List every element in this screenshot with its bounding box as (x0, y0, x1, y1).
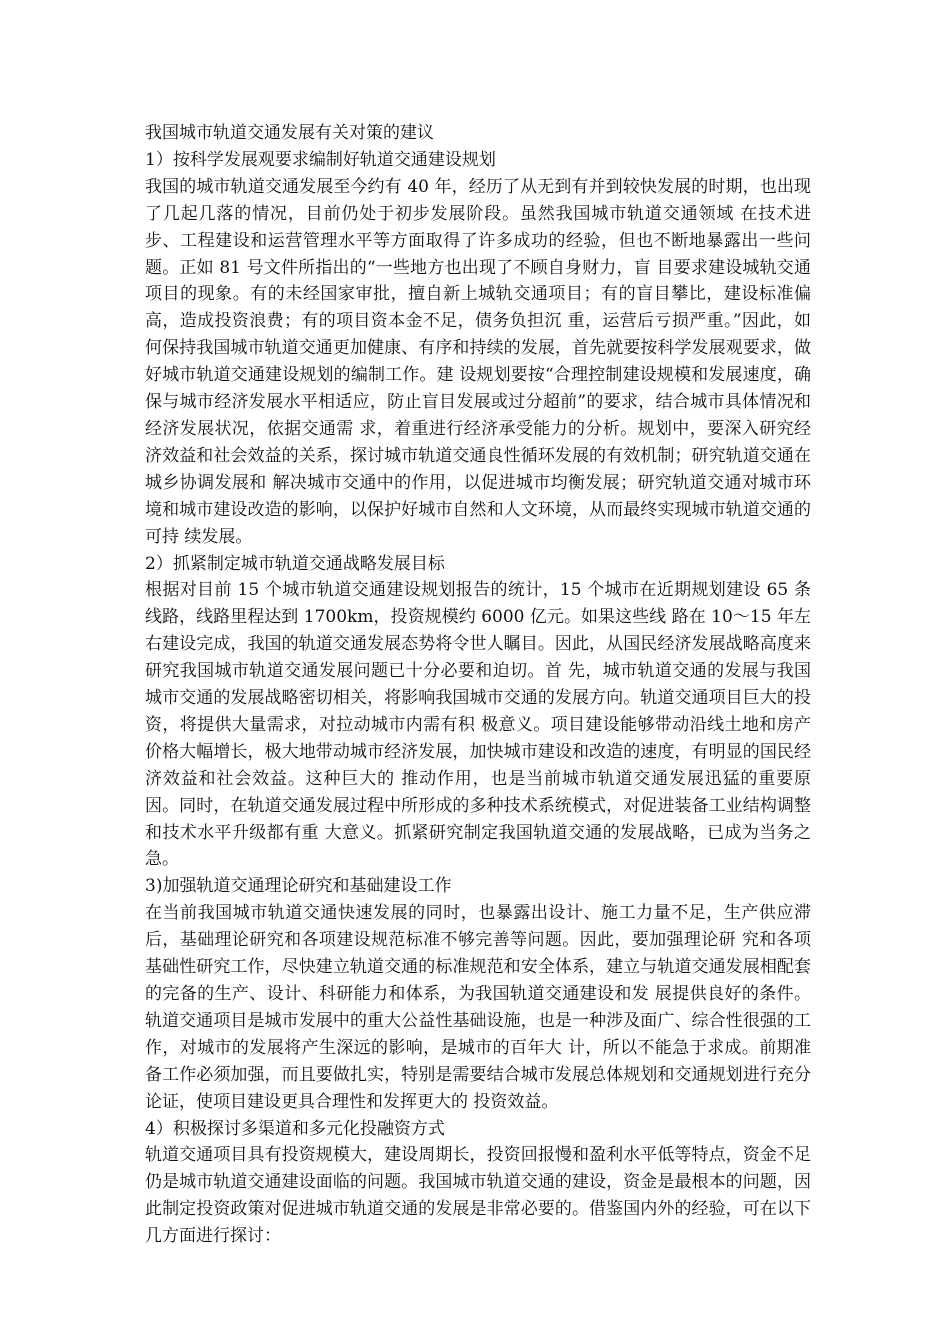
section-1-heading: 1）按科学发展观要求编制好轨道交通建设规划 (145, 149, 496, 170)
section-2-heading: 2）抓紧制定城市轨道交通战略发展目标 (145, 553, 445, 574)
section-4-heading: 4）积极探讨多渠道和多元化投融资方式 (145, 1118, 445, 1139)
document-body (145, 120, 811, 1250)
section-4-paragraph: 轨道交通项目具有投资规模大，建设周期长，投资回报慢和盈利水平低等特点，资金不足仍是城市轨道交通建设面临的问题。我国城市轨道交通的建设，资金是最根本的问题，因此制定投资政策对促进城市轨道交通的发展是非常必要的。借鉴国内外的经验，可在以下几方面进行探讨： (145, 1145, 811, 1247)
section-2-paragraph: 根据对目前 15 个城市轨道交通建设规划报告的统计，15 个城市在近期规划建设 65 条线路，线路里程达到 1700km，投资规模约 6000 亿元。如果这些线 路在 10～15 年左右建设完成，我国的轨道交通发展态势将令世人瞩目。因此，从国民经济发展战略高度来研究我国城市轨道交通发展问题已十分必要和迫切。首 先，城市轨道交通的发展与我国城市交通的发展战略密切相关，将影响我国城市交通的发展方向。轨道交通项目巨大的投资，将提供大量需求，对拉动城市内需有积 极意义。项目建设能够带动沿线土地和房产价格大幅增长，极大地带动城市经济发展，加快城市建设和改造的速度，有明显的国民经济效益和社会效益。这种巨大的 推动作用，也是当前城市轨道交通发展迅猛的重要原因。同时，在轨道交通发展过程中所形成的多种技术系统模式，对促进装备工业结构调整和技术水平升级都有重 大意义。抓紧研究制定我国轨道交通的发展战略，已成为当务之急。 (145, 580, 811, 870)
document-title: 我国城市轨道交通发展有关对策的建议 (145, 123, 434, 143)
section-3-heading: 3)加强轨道交通理论研究和基础建设工作 (145, 876, 452, 897)
section-1-paragraph: 我国的城市轨道交通发展至今约有 40 年，经历了从无到有并到较快发展的时期，也出现了几起几落的情况，目前仍处于初步发展阶段。虽然我国城市轨道交通领域 在技术进步、工程建设和运营管理水平等方面取得了许多成功的经验，但也不断地暴露出一些问题。正如 81 号文件所指出的“一些地方也出现了不顾自身财力，盲 目要求建设城轨交通项目的现象。有的未经国家审批，擅自新上城轨交通项目；有的盲目攀比，建设标准偏高，造成投资浪费；有的项目资本金不足，债务负担沉 重，运营后亏损严重。”因此，如何保持我国城市轨道交通更加健康、有序和持续的发展，首先就要按科学发展观要求，做好城市轨道交通建设规划的编制工作。建 设规划要按“合理控制建设规模和发展速度，确保与城市经济发展水平相适应，防止盲目发展或过分超前”的要求，结合城市具体情况和经济发展状况，依据交通需 求，着重进行经济承受能力的分析。规划中，要深入研究经济效益和社会效益的关系，探讨城市轨道交通良性循环发展的有效机制；研究轨道交通在城乡协调发展和 解决城市交通中的作用，以促进城市均衡发展；研究轨道交通对城市环境和城市建设改造的影响，以保护好城市自然和人文环境，从而最终实现城市轨道交通的可持 续发展。 (145, 176, 811, 547)
section-3-paragraph: 在当前我国城市轨道交通快速发展的同时，也暴露出设计、施工力量不足，生产供应滞后，基础理论研究和各项建设规范标准不够完善等问题。因此，要加强理论研 究和各项基础性研究工作，尽快建立轨道交通的标准规范和安全体系，建立与轨道交通发展相配套的完备的生产、设计、科研能力和体系，为我国轨道交通建设和发 展提供良好的条件。轨道交通项目是城市发展中的重大公益性基础设施，也是一种涉及面广、综合性很强的工作，对城市的发展将产生深远的影响，是城市的百年大 计，所以不能急于求成。前期准备工作必须加强，而且要做扎实，特别是需要结合城市发展总体规划和交通规划进行充分论证，使项目建设更具合理性和发挥更大的 投资效益。 (145, 903, 811, 1112)
